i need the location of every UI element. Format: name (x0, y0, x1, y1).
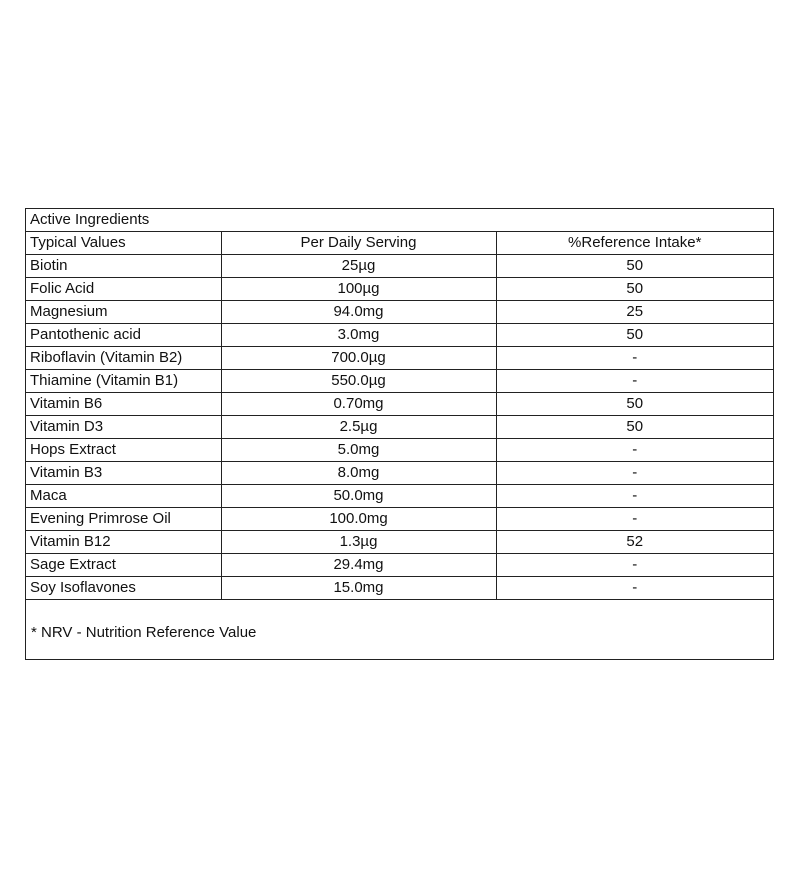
reference-intake-value: - (496, 577, 773, 600)
ingredient-name: Maca (26, 485, 221, 508)
table-row (26, 416, 773, 439)
per-daily-serving-value: 5.0mg (221, 439, 496, 462)
per-daily-serving-value: 15.0mg (221, 577, 496, 600)
ingredient-name: Hops Extract (26, 439, 221, 462)
table-row (26, 301, 773, 324)
table-row (26, 370, 773, 393)
reference-intake-value: - (496, 347, 773, 370)
header-reference-intake: %Reference Intake* (496, 232, 773, 255)
ingredient-name: Magnesium (26, 301, 221, 324)
table-row (26, 462, 773, 485)
per-daily-serving-value: 700.0µg (221, 347, 496, 370)
per-daily-serving-value: 25µg (221, 255, 496, 278)
footnote: * NRV - Nutrition Reference Value (31, 624, 257, 641)
table-title: Active Ingredients (26, 209, 773, 232)
ingredient-name: Folic Acid (26, 278, 221, 301)
table-row (26, 393, 773, 416)
nutrition-panel (25, 208, 774, 660)
reference-intake-value: 50 (496, 393, 773, 416)
per-daily-serving-value: 550.0µg (221, 370, 496, 393)
per-daily-serving-value: 8.0mg (221, 462, 496, 485)
header-per-daily-serving: Per Daily Serving (221, 232, 496, 255)
reference-intake-value: - (496, 508, 773, 531)
table-row (26, 554, 773, 577)
table-row (26, 439, 773, 462)
nutrition-table (26, 209, 773, 600)
ingredient-name: Vitamin D3 (26, 416, 221, 439)
ingredient-name: Thiamine (Vitamin B1) (26, 370, 221, 393)
ingredient-name: Sage Extract (26, 554, 221, 577)
reference-intake-value: - (496, 370, 773, 393)
reference-intake-value: 50 (496, 255, 773, 278)
per-daily-serving-value: 1.3µg (221, 531, 496, 554)
reference-intake-value: 52 (496, 531, 773, 554)
reference-intake-value: - (496, 554, 773, 577)
ingredient-name: Vitamin B6 (26, 393, 221, 416)
table-row (26, 531, 773, 554)
ingredient-name: Vitamin B12 (26, 531, 221, 554)
reference-intake-value: 50 (496, 278, 773, 301)
table-row (26, 508, 773, 531)
ingredient-name: Biotin (26, 255, 221, 278)
reference-intake-value: - (496, 485, 773, 508)
per-daily-serving-value: 100.0mg (221, 508, 496, 531)
header-typical-values: Typical Values (26, 232, 221, 255)
per-daily-serving-value: 94.0mg (221, 301, 496, 324)
header-row (26, 232, 773, 255)
per-daily-serving-value: 50.0mg (221, 485, 496, 508)
ingredient-name: Pantothenic acid (26, 324, 221, 347)
table-row (26, 577, 773, 600)
table-row (26, 255, 773, 278)
per-daily-serving-value: 0.70mg (221, 393, 496, 416)
reference-intake-value: 50 (496, 324, 773, 347)
ingredient-name: Riboflavin (Vitamin B2) (26, 347, 221, 370)
table-row (26, 324, 773, 347)
title-row (26, 209, 773, 232)
table-row (26, 347, 773, 370)
ingredient-name: Vitamin B3 (26, 462, 221, 485)
per-daily-serving-value: 29.4mg (221, 554, 496, 577)
reference-intake-value: 50 (496, 416, 773, 439)
table-row (26, 278, 773, 301)
per-daily-serving-value: 3.0mg (221, 324, 496, 347)
reference-intake-value: - (496, 462, 773, 485)
ingredient-name: Evening Primrose Oil (26, 508, 221, 531)
ingredient-name: Soy Isoflavones (26, 577, 221, 600)
table-row (26, 485, 773, 508)
reference-intake-value: 25 (496, 301, 773, 324)
per-daily-serving-value: 100µg (221, 278, 496, 301)
reference-intake-value: - (496, 439, 773, 462)
per-daily-serving-value: 2.5µg (221, 416, 496, 439)
